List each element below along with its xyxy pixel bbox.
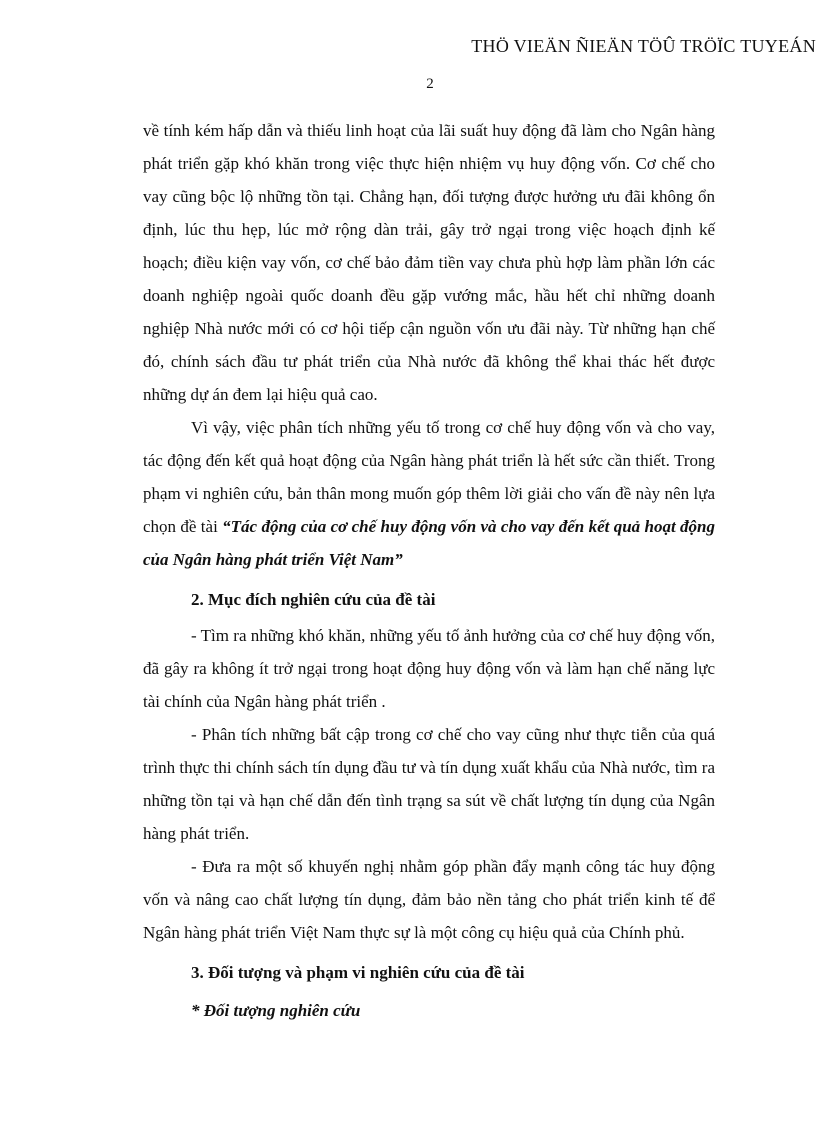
document-body [143,114,715,1030]
page-header-title: THÖ VIEÄN ÑIEÄN TÖÛ TRÖÏC TUYEÁN [471,36,816,56]
bullet-item-1: - Tìm ra những khó khăn, những yếu tố ảnh hưởng của cơ chế huy động vốn, đã gây ra không ít trở ngại trong hoạt động huy động vốn và làm hạn chế năng lực tài chính của Ngân hàng phát triển . [143,626,715,711]
page-number: 2 [426,76,434,92]
paragraph-1: về tính kém hấp dẫn và thiếu linh hoạt của lãi suất huy động đã làm cho Ngân hàng phát triển gặp khó khăn trong việc thực hiện nhiệm vụ huy động vốn. Cơ chế cho vay cũng bộc lộ những tồn tại. Chẳng hạn, đối tượng được hưởng ưu đãi không ổn định, lúc thu hẹp, lúc mở rộng dàn trải, gây trở ngại trong việc hoạch định kế hoạch; điều kiện vay vốn, cơ chế bảo đảm tiền vay chưa phù hợp làm phần lớn các doanh nghiệp ngoài quốc doanh đều gặp vướng mắc, hầu hết chỉ những doanh nghiệp Nhà nước mới có cơ hội tiếp cận nguồn vốn ưu đãi này. Từ những hạn chế đó, chính sách đầu tư phát triển của Nhà nước đã không thể khai thác hết được những dự án đem lại hiệu quả cao. [143,121,715,404]
sub-heading-research-object: * Đối tượng nghiên cứu [191,1001,361,1020]
section-heading-2: 2. Mục đích nghiên cứu của đề tài [191,590,436,609]
thesis-title: “Tác động của cơ chế huy động vốn và cho vay đến kết quả hoạt động của Ngân hàng phát triển Việt Nam” [143,517,715,569]
paragraph-2 [143,411,715,576]
section-heading-3: 3. Đối tượng và phạm vi nghiên cứu của đề tài [191,963,525,982]
bullet-item-3: - Đưa ra một số khuyến nghị nhằm góp phần đẩy mạnh công tác huy động vốn và nâng cao chất lượng tín dụng, đảm bảo nền tảng cho phát triển kinh tế để Ngân hàng phát triển Việt Nam thực sự là một công cụ hiệu quả của Chính phủ. [143,857,715,942]
bullet-item-2: - Phân tích những bất cập trong cơ chế cho vay cũng như thực tiễn của quá trình thực thi chính sách tín dụng đầu tư và tín dụng xuất khẩu của Nhà nước, tìm ra những tồn tại và hạn chế dẫn đến tình trạng sa sút về chất lượng tín dụng của Ngân hàng phát triển. [143,725,715,843]
paragraph-2-text: Vì vậy, việc phân tích những yếu tố trong cơ chế huy động vốn và cho vay, tác động đến kết quả hoạt động của Ngân hàng phát triển là hết sức cần thiết. Trong phạm vi nghiên cứu, bản thân mong muốn góp thêm lời giải cho vấn đề này nên lựa chọn đề tài [143,418,715,536]
